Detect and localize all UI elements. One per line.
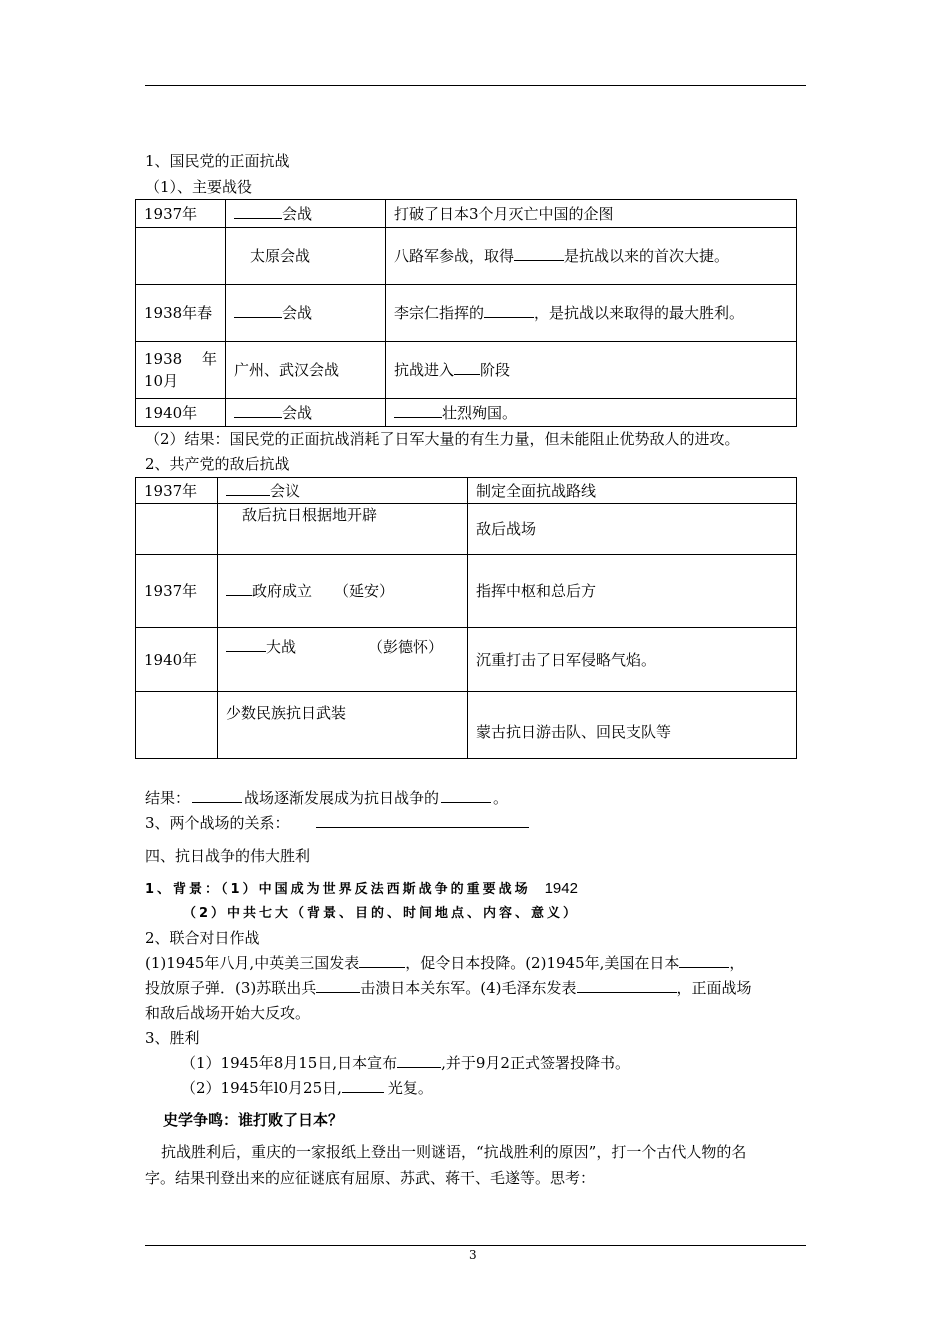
time-cell: 1940年 [136,628,218,692]
time-cell: 1937年 [136,200,226,228]
kmt-result: （2）结果：国民党的正面抗战消耗了日军大量的有生力量，但未能阻止优势敌人的进攻。 [145,430,740,448]
page-number: 3 [469,1248,477,1262]
kmt-battles-table [135,199,797,427]
answer-blank [514,246,564,261]
answer-blank [234,403,282,418]
note-cell: 敌后战场 [468,504,797,555]
time-cell: 1938年春 [136,285,226,342]
background-item-2: （2）中共七大（背景、目的、时间地点、内容、意义） [183,906,580,921]
answer-blank [226,581,252,596]
background-line: 1、背景：（1）中国成为世界反法西斯战争的重要战场 1942 [145,880,578,897]
answer-blank [226,481,270,496]
answer-blank [234,303,282,318]
section1-subtitle: （1）、主要战役 [145,178,253,196]
debate-text-line-1: 抗战胜利后，重庆的一家报纸上登出一则谜语，“抗战胜利的原因”，打一个古代人物的名 [161,1143,747,1161]
ccp-table [135,477,797,759]
note-cell: 壮烈殉国。 [386,399,797,427]
battle-cell: 会战 [226,285,386,342]
table-row [136,200,797,228]
debate-title: 史学争鸣：谁打败了日本？ [163,1111,344,1129]
note-cell: 抗战进入 阶段 [386,342,797,399]
victory-title: 3、胜利 [145,1029,200,1047]
footer-rule [145,1245,806,1246]
event-cell: 大战 （彭德怀） [218,628,468,692]
answer-blank [359,953,405,968]
victory-item-1: （1）1945年8月15日,日本宣布 ,并于9月2正式签署投降书。 [181,1054,630,1072]
section1-title: 1、国民党的正面抗战 [145,152,290,170]
battle-cell: 广州、武汉会战 [226,342,386,399]
time-cell: 1937年 [136,555,218,628]
answer-blank [316,813,529,828]
answer-blank [441,788,491,803]
battle-cell: 太原会战 [226,228,386,285]
joint-operations-line-2: 投放原子弹．(3)苏联出兵 击溃日本关东军。(4)毛泽东发表 ，正面战场 [145,979,752,997]
event-cell: 少数民族抗日武装 [218,692,468,759]
note-cell: 李宗仁指挥的 ，是抗战以来取得的最大胜利。 [386,285,797,342]
note-cell: 沉重打击了日军侵略气焰。 [468,628,797,692]
joint-operations-title: 2、联合对日作战 [145,929,260,947]
section2-title: 2、共产党的敌后抗战 [145,455,290,473]
answer-blank [226,637,266,652]
table-row [136,478,797,504]
section4-title: 四、抗日战争的伟大胜利 [145,847,311,865]
answer-blank [679,953,729,968]
time-cell [136,228,226,285]
answer-blank [316,978,360,993]
table-row [136,504,797,555]
answer-blank [577,978,677,993]
event-cell: 敌后抗日根据地开辟 [218,504,468,555]
time-cell [136,504,218,555]
joint-operations-line-3: 和敌后战场开始大反攻。 [145,1004,311,1022]
answer-blank [454,360,480,375]
table-row [136,399,797,427]
battle-cell: 会战 [226,200,386,228]
table-row [136,628,797,692]
battlefield-relation: 3、两个战场的关系： [145,813,529,833]
time-cell [136,692,218,759]
header-rule [145,85,806,86]
joint-operations-line-1: (1)1945年八月,中英美三国发表 ，促令日本投降。(2)1945年,美国在日本 ， [145,954,745,972]
answer-blank [342,1078,384,1093]
victory-item-2: （2）1945年l0月25日, 光复。 [181,1079,433,1097]
time-cell: 1940年 [136,399,226,427]
table-row [136,555,797,628]
table-row [136,692,797,759]
note-cell: 打破了日本3个月灭亡中国的企图 [386,200,797,228]
note-cell: 指挥中枢和总后方 [468,555,797,628]
note-cell: 八路军参战，取得 是抗战以来的首次大捷。 [386,228,797,285]
event-cell: 政府成立 （延安） [218,555,468,628]
battle-cell: 会战 [226,399,386,427]
answer-blank [484,303,534,318]
answer-blank [397,1053,441,1068]
event-cell: 会议 [218,478,468,504]
answer-blank [234,204,282,219]
debate-text-line-2: 字。结果刊登出来的应征谜底有屈原、苏武、蒋干、毛遂等。思考： [145,1169,596,1187]
note-cell: 制定全面抗战路线 [468,478,797,504]
table-row [136,285,797,342]
note-cell: 蒙古抗日游击队、回民支队等 [468,692,797,759]
answer-blank [394,403,442,418]
ccp-result: 结果： 战场逐渐发展成为抗日战争的 。 [145,789,509,807]
time-cell: 1938 年 10月 [136,342,226,399]
time-cell: 1937年 [136,478,218,504]
table-row [136,342,797,399]
answer-blank [192,788,242,803]
table-row [136,228,797,285]
